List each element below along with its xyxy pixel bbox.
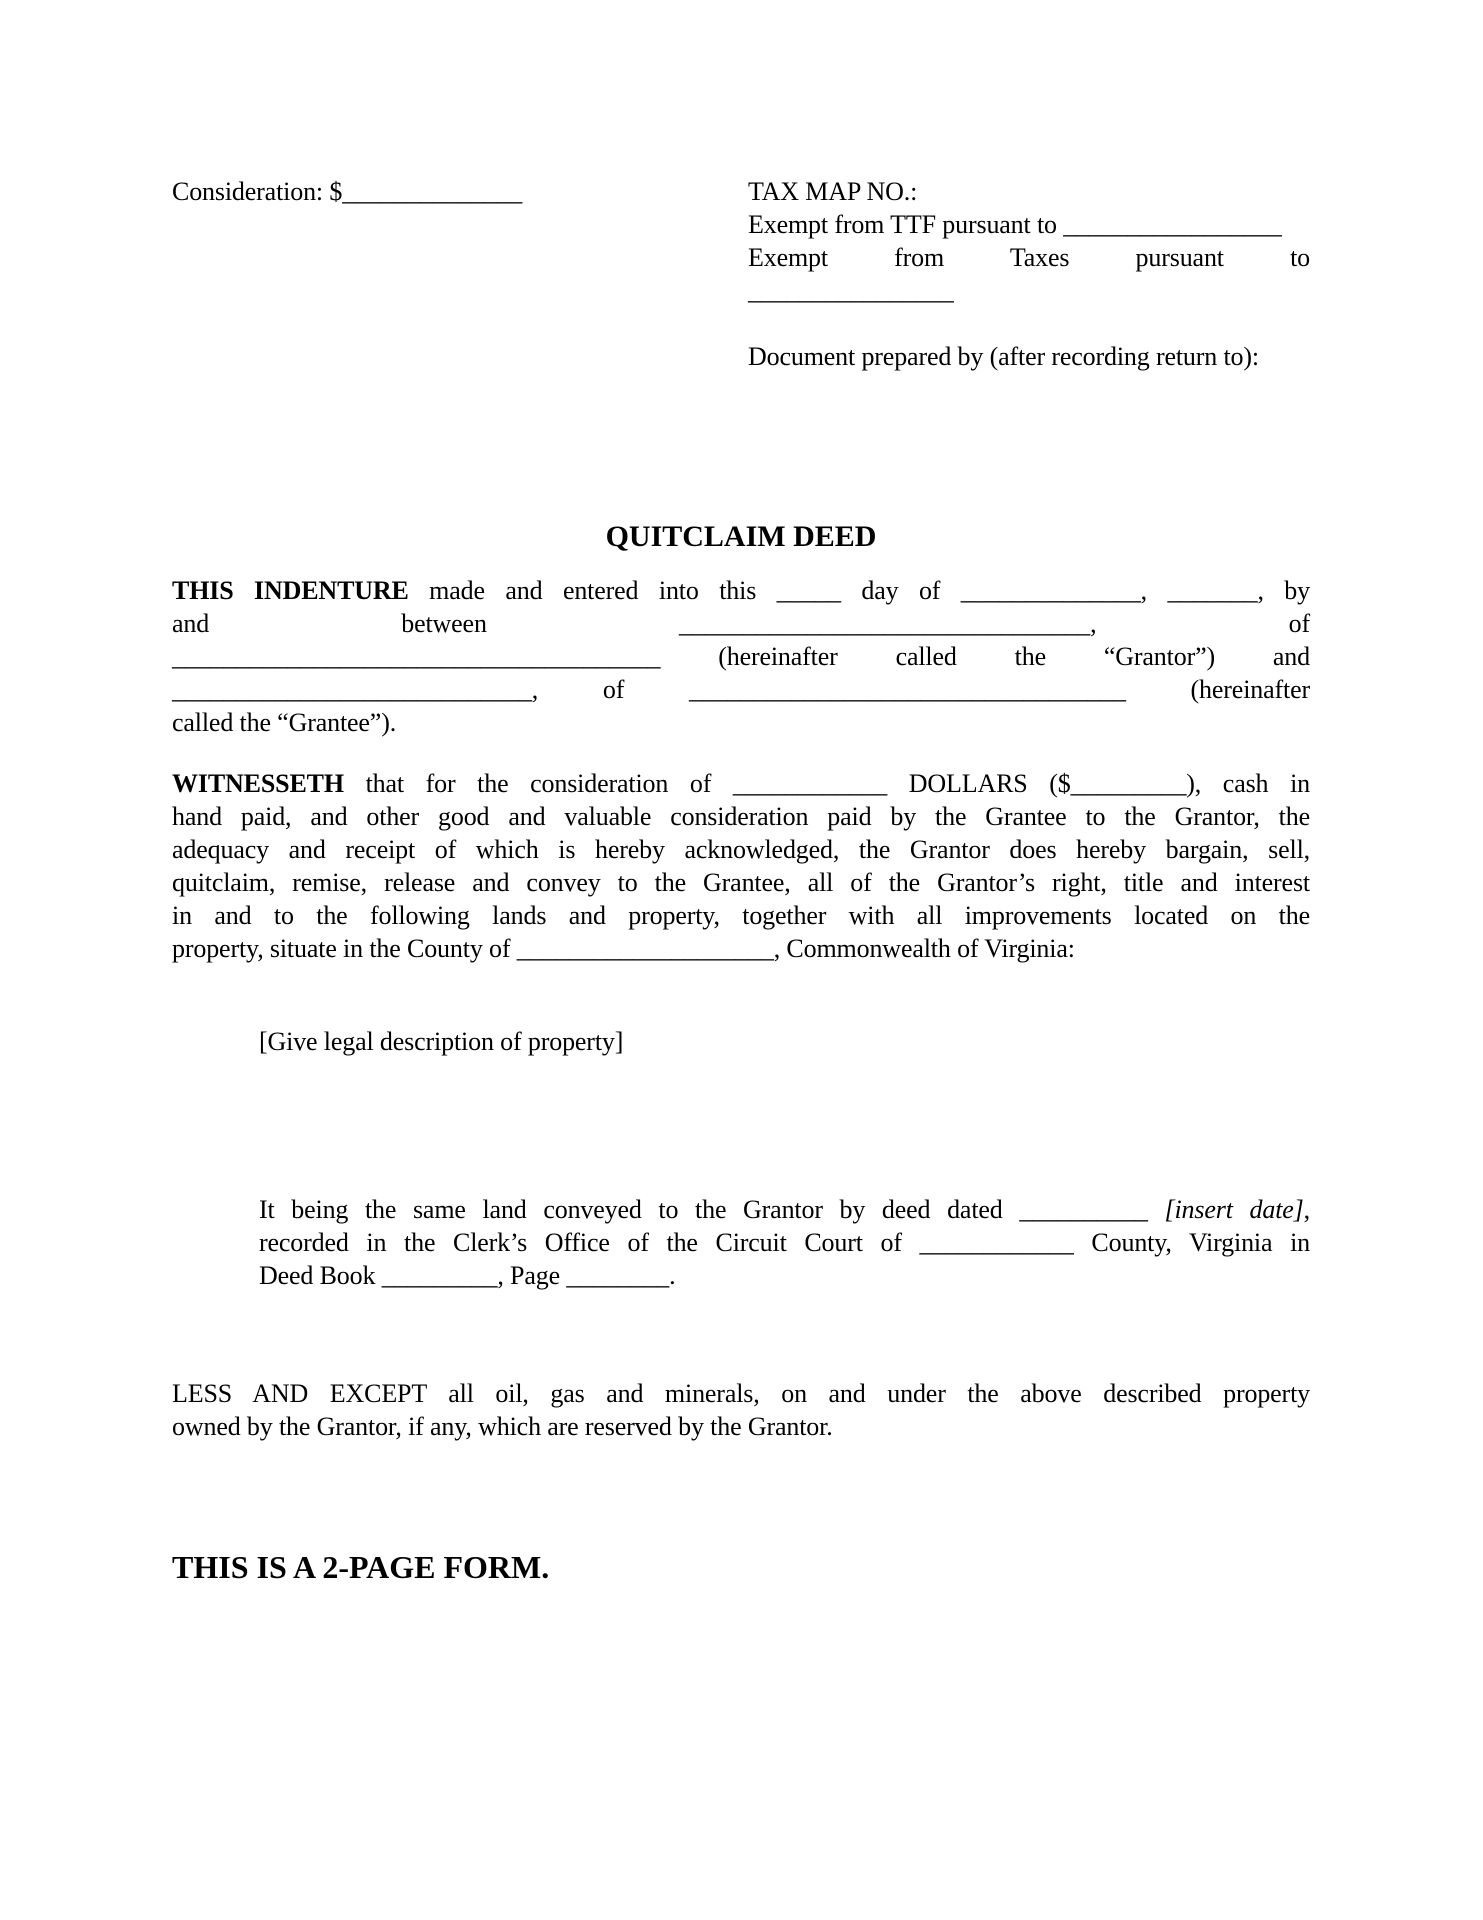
indenture-paragraph xyxy=(172,574,1310,739)
witnesseth-lead-bold: WITNESSETH xyxy=(172,769,344,798)
indenture-lead-bold: THIS INDENTURE xyxy=(172,576,409,605)
document-title: QUITCLAIM DEED xyxy=(605,520,877,553)
witnesseth-paragraph xyxy=(172,767,1310,965)
exempt-taxes-line: Exempt from Taxes pursuant to xyxy=(748,243,1310,272)
it-being-line-3: Deed Book _________, Page ________. xyxy=(259,1261,676,1290)
witnesseth-line-5: in and to the following lands and property, together with all improvements located on the xyxy=(172,901,1310,930)
recording-info-column xyxy=(748,175,1310,373)
witnesseth-line-6: property, situate in the County of ____________________, Commonwealth of Virginia: xyxy=(172,934,1075,963)
consideration-line: Consideration: $______________ xyxy=(172,177,523,206)
prepared-by-line: Document prepared by (after recording return to): xyxy=(748,342,1259,371)
document-page xyxy=(172,175,1310,1586)
witnesseth-line-1-rest: that for the consideration of ____________ DOLLARS ($_________), cash in xyxy=(343,769,1310,798)
insert-date-note: [insert date] xyxy=(1164,1195,1304,1224)
spacer-line xyxy=(748,307,1310,340)
tax-map-line: TAX MAP NO.: xyxy=(748,177,918,206)
indenture-line-5: called the “Grantee”). xyxy=(172,708,397,737)
witnesseth-line-3: adequacy and receipt of which is hereby acknowledged, the Grantor does hereby bargain, sell, xyxy=(172,835,1310,864)
less-except-line-2: owned by the Grantor, if any, which are reserved by the Grantor. xyxy=(172,1412,833,1441)
indenture-line-1 xyxy=(172,574,1310,607)
indenture-line-3: ______________________________________ (hereinafter called the “Grantor”) and xyxy=(172,642,1310,671)
it-being-line-1-pre: It being the same land conveyed to the Grantor by deed dated __________ xyxy=(259,1195,1165,1224)
exempt-blank-line: ________________ xyxy=(748,276,954,305)
indenture-line-4: ____________________________, of __________________________________ (hereinafter xyxy=(172,675,1310,704)
it-being-line-1 xyxy=(259,1193,1310,1226)
less-except-line-1: LESS AND EXCEPT all oil, gas and minerals, on and under the above described property xyxy=(172,1379,1310,1408)
witnesseth-line-2: hand paid, and other good and valuable consideration paid by the Grantee to the Grantor, the xyxy=(172,802,1310,831)
it-being-line-2: recorded in the Clerk’s Office of the Circuit Court of ____________ County, Virginia in xyxy=(259,1228,1310,1257)
less-except-paragraph xyxy=(172,1377,1310,1443)
witnesseth-line-1 xyxy=(172,767,1310,800)
header-row xyxy=(172,175,1310,373)
it-being-paragraph xyxy=(259,1193,1310,1292)
consideration-column xyxy=(172,175,748,208)
legal-description-placeholder: [Give legal description of property] xyxy=(259,1027,624,1056)
it-being-line-1-post: , xyxy=(1303,1195,1310,1224)
exempt-ttf-line: Exempt from TTF pursuant to _________________ xyxy=(748,210,1282,239)
witnesseth-line-4: quitclaim, remise, release and convey to the Grantee, all of the Grantor’s right, title and interest xyxy=(172,868,1310,897)
two-page-form-note: THIS IS A 2-PAGE FORM. xyxy=(172,1549,550,1585)
indenture-line-2: and between ________________________________, of xyxy=(172,609,1310,638)
indenture-line-1-rest: made and entered into this _____ day of ______________, _______, by xyxy=(408,576,1310,605)
